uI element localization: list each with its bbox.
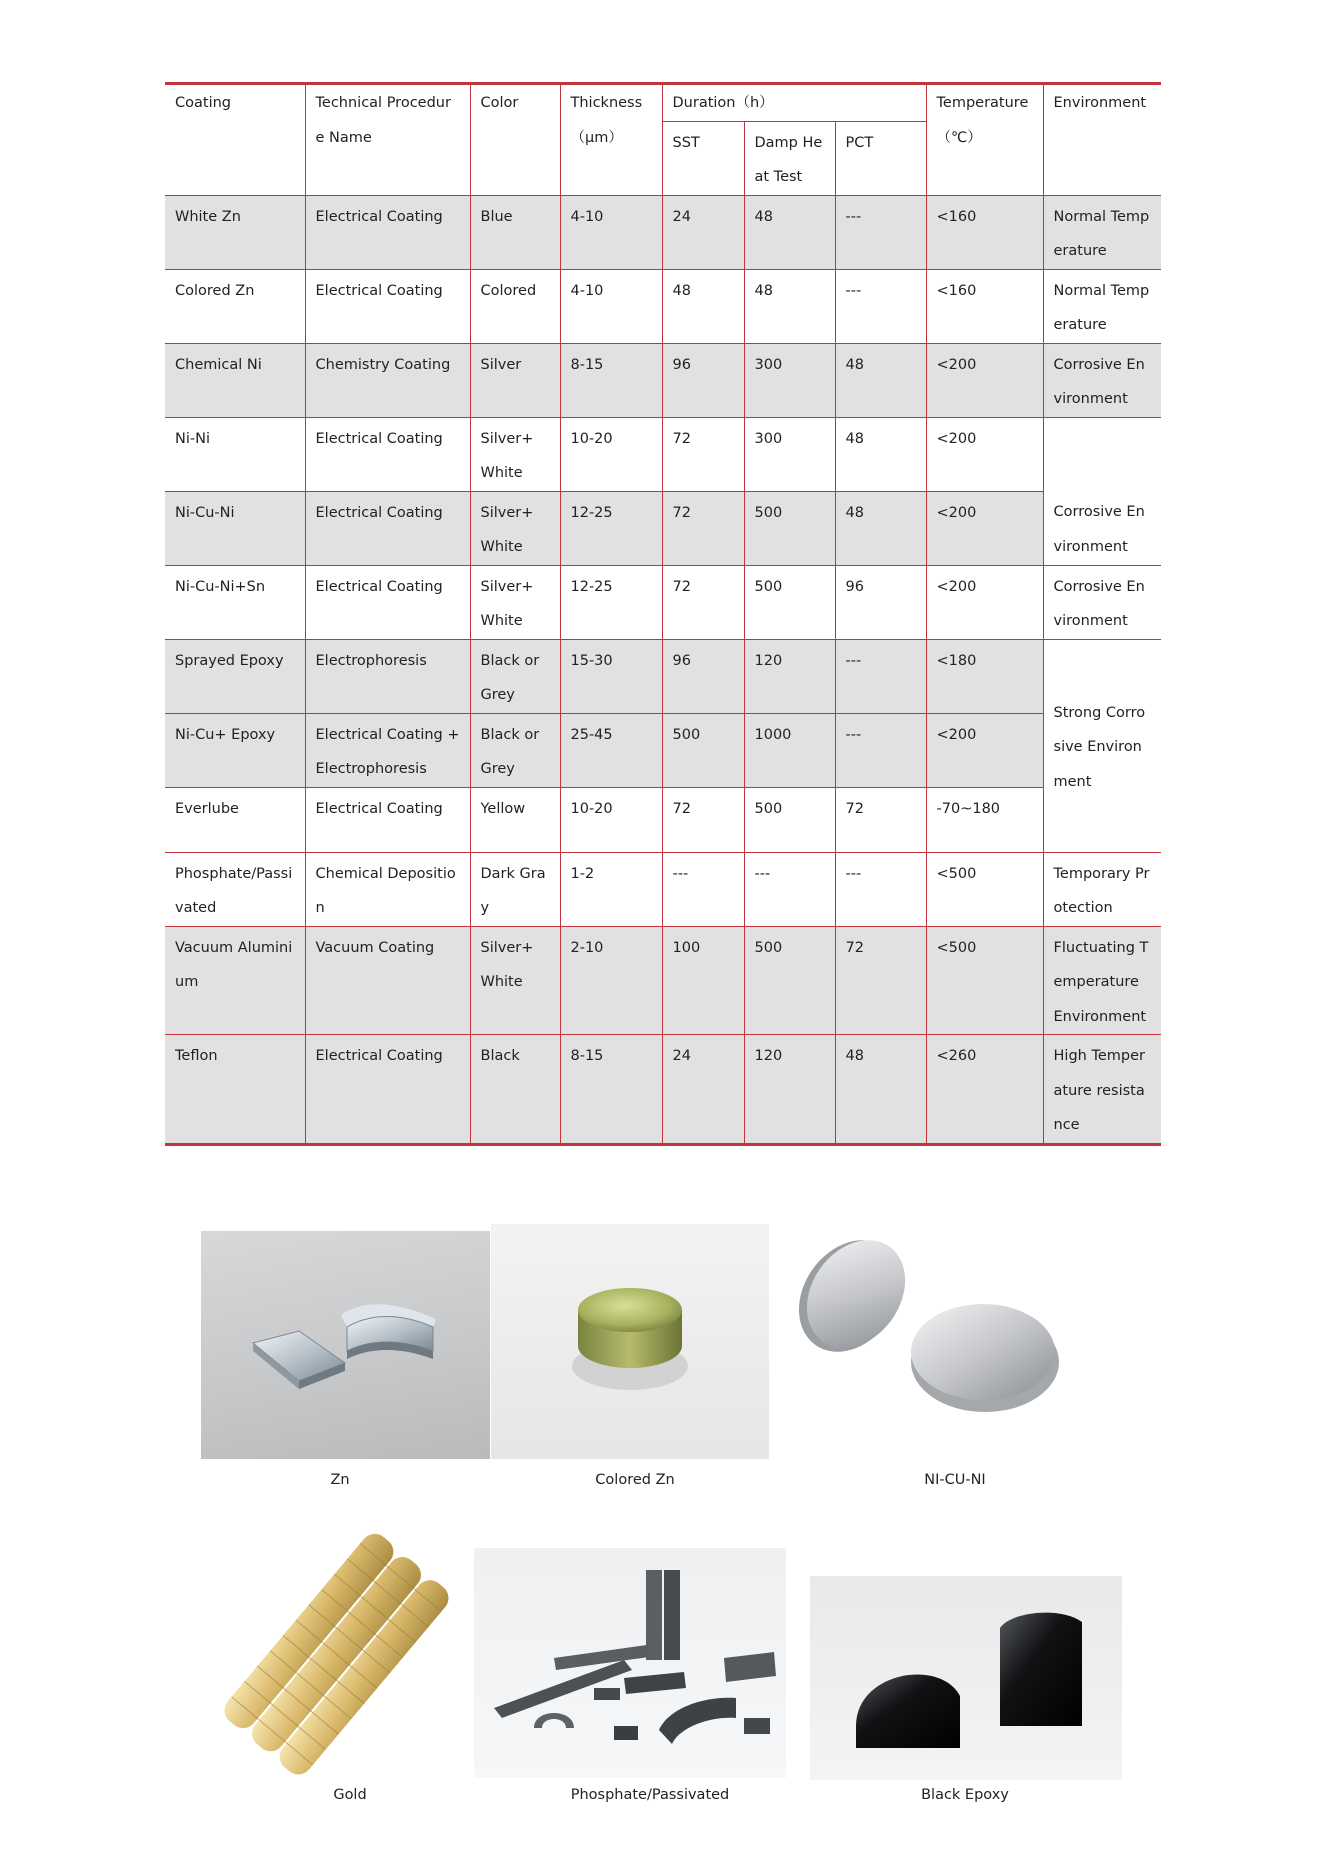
cell-coating: Vacuum Aluminium: [165, 926, 305, 1035]
caption-ni-cu-ni: NI-CU-NI: [924, 1472, 986, 1488]
header-environment: Environment: [1043, 82, 1161, 195]
cell-thickness: 8-15: [560, 343, 662, 417]
cell-color: Black or Grey: [470, 713, 560, 787]
table-row: [165, 1035, 1161, 1143]
table-row: [165, 565, 1161, 639]
table-row: [165, 639, 1161, 713]
cell-coating: Sprayed Epoxy: [165, 639, 305, 713]
header-thickness: Thickness （μm）: [560, 82, 662, 195]
cell-pct: 72: [835, 926, 926, 1035]
cell-damp: 120: [744, 1035, 835, 1143]
cell-procedure: Electrical Coating: [305, 565, 470, 639]
cell-procedure: Electrical Coating: [305, 787, 470, 852]
cell-pct: ---: [835, 639, 926, 713]
cell-temperature: <160: [926, 195, 1043, 269]
header-temperature: Temperature （℃）: [926, 82, 1043, 195]
cell-pct: ---: [835, 269, 926, 343]
cell-damp: 500: [744, 491, 835, 565]
cell-procedure: Chemical Deposition: [305, 852, 470, 926]
cell-color: Silver+ White: [470, 565, 560, 639]
header-coating: Coating: [165, 82, 305, 195]
cell-color: Silver+ White: [470, 926, 560, 1035]
cell-coating: Ni-Cu-Ni: [165, 491, 305, 565]
cell-thickness: 4-10: [560, 269, 662, 343]
cell-pct: 96: [835, 565, 926, 639]
cell-sst: 72: [662, 417, 744, 491]
cell-sst: 72: [662, 565, 744, 639]
cell-damp: 500: [744, 926, 835, 1035]
cell-color: Silver: [470, 343, 560, 417]
cell-temperature: <260: [926, 1035, 1043, 1143]
cell-pct: 72: [835, 787, 926, 852]
cell-environment: [1043, 417, 1161, 491]
cell-temperature: <180: [926, 639, 1043, 713]
cell-pct: ---: [835, 713, 926, 787]
cell-thickness: 10-20: [560, 417, 662, 491]
cell-sst: 96: [662, 639, 744, 713]
cell-procedure: Vacuum Coating: [305, 926, 470, 1035]
cell-coating: Phosphate/Passivated: [165, 852, 305, 926]
gold-magnet-photo: [205, 1530, 470, 1775]
cell-temperature: <200: [926, 491, 1043, 565]
cell-coating: Everlube: [165, 787, 305, 852]
table-row: [165, 787, 1161, 852]
cell-sst: 48: [662, 269, 744, 343]
cell-coating: Teflon: [165, 1035, 305, 1143]
cell-environment: Normal Temperature: [1043, 195, 1161, 269]
cell-color: Black or Grey: [470, 639, 560, 713]
cell-temperature: <200: [926, 343, 1043, 417]
cell-thickness: 2-10: [560, 926, 662, 1035]
cell-environment: Corrosive Environment: [1043, 343, 1161, 417]
caption-colored-zn: Colored Zn: [595, 1472, 675, 1488]
cell-sst: 100: [662, 926, 744, 1035]
header-color: Color: [470, 82, 560, 195]
cell-procedure: Electrical Coating: [305, 491, 470, 565]
cell-temperature: <500: [926, 852, 1043, 926]
header-pct: PCT: [835, 121, 926, 195]
cell-damp: 48: [744, 269, 835, 343]
cell-sst: 72: [662, 491, 744, 565]
cell-thickness: 1-2: [560, 852, 662, 926]
cell-pct: 48: [835, 491, 926, 565]
cell-procedure: Electrical Coating: [305, 1035, 470, 1143]
cell-color: Silver+ White: [470, 491, 560, 565]
table-row: [165, 852, 1161, 926]
cell-pct: 48: [835, 1035, 926, 1143]
caption-black-epoxy: Black Epoxy: [921, 1787, 1009, 1803]
phosphate-magnet-photo: [474, 1548, 786, 1778]
cell-sst: 96: [662, 343, 744, 417]
cell-procedure: Electrical Coating +Electrophoresis: [305, 713, 470, 787]
cell-environment: Normal Temperature: [1043, 269, 1161, 343]
cell-environment: Temporary Protection: [1043, 852, 1161, 926]
cell-color: Colored: [470, 269, 560, 343]
cell-coating: Ni-Cu+ Epoxy: [165, 713, 305, 787]
cell-temperature: <160: [926, 269, 1043, 343]
table-row: [165, 195, 1161, 269]
cell-temperature: <500: [926, 926, 1043, 1035]
cell-pct: 48: [835, 343, 926, 417]
cell-coating: Ni-Cu-Ni+Sn: [165, 565, 305, 639]
header-procedure: Technical Procedure Name: [305, 82, 470, 195]
cell-environment: Fluctuating Temperature Environment: [1043, 926, 1161, 1035]
cell-coating: Colored Zn: [165, 269, 305, 343]
table-row: [165, 713, 1161, 787]
cell-damp: 1000: [744, 713, 835, 787]
cell-sst: 500: [662, 713, 744, 787]
cell-coating: Ni-Ni: [165, 417, 305, 491]
cell-thickness: 12-25: [560, 565, 662, 639]
caption-zn: Zn: [330, 1472, 350, 1488]
cell-coating: White Zn: [165, 195, 305, 269]
cell-environment: Corrosive Environment: [1043, 565, 1161, 639]
cell-damp: 500: [744, 787, 835, 852]
cell-procedure: Chemistry Coating: [305, 343, 470, 417]
cell-environment: Corrosive Environment: [1043, 491, 1161, 565]
table-row: [165, 343, 1161, 417]
cell-sst: 24: [662, 195, 744, 269]
cell-color: Dark Gray: [470, 852, 560, 926]
cell-thickness: 4-10: [560, 195, 662, 269]
header-duration: Duration（h）: [662, 82, 926, 121]
cell-color: Blue: [470, 195, 560, 269]
cell-thickness: 8-15: [560, 1035, 662, 1143]
header-damp: Damp Heat Test: [744, 121, 835, 195]
caption-phosphate-passivated: Phosphate/Passivated: [570, 1787, 730, 1803]
cell-procedure: Electrical Coating: [305, 417, 470, 491]
cell-temperature: <200: [926, 713, 1043, 787]
cell-damp: 500: [744, 565, 835, 639]
cell-pct: ---: [835, 852, 926, 926]
cell-environment: High Temperature resistance: [1043, 1035, 1161, 1143]
header-sst: SST: [662, 121, 744, 195]
cell-environment: Strong Corrosive Environment: [1043, 639, 1161, 852]
cell-sst: ---: [662, 852, 744, 926]
table-row: [165, 491, 1161, 565]
table-row: [165, 269, 1161, 343]
cell-color: Silver+ White: [470, 417, 560, 491]
cell-pct: 48: [835, 417, 926, 491]
cell-coating: Chemical Ni: [165, 343, 305, 417]
cell-temperature: -70~180: [926, 787, 1043, 852]
cell-pct: ---: [835, 195, 926, 269]
ni-cu-ni-magnet-photo: [770, 1224, 1070, 1459]
cell-damp: 300: [744, 417, 835, 491]
zn-magnet-photo: [201, 1231, 490, 1459]
cell-thickness: 12-25: [560, 491, 662, 565]
colored-zn-magnet-photo: [491, 1224, 769, 1459]
cell-procedure: Electrophoresis: [305, 639, 470, 713]
cell-color: Yellow: [470, 787, 560, 852]
header-row-1: [165, 82, 1161, 121]
cell-damp: ---: [744, 852, 835, 926]
coating-spec-table: [165, 82, 1161, 1146]
table-bottom-rule: [165, 1143, 1161, 1146]
cell-color: Black: [470, 1035, 560, 1143]
cell-procedure: Electrical Coating: [305, 195, 470, 269]
cell-thickness: 10-20: [560, 787, 662, 852]
cell-thickness: 25-45: [560, 713, 662, 787]
cell-damp: 300: [744, 343, 835, 417]
cell-damp: 48: [744, 195, 835, 269]
cell-sst: 24: [662, 1035, 744, 1143]
caption-gold: Gold: [333, 1787, 367, 1803]
black-epoxy-magnet-photo: [810, 1576, 1122, 1780]
table-row: [165, 417, 1161, 491]
table-row: [165, 926, 1161, 1035]
cell-temperature: <200: [926, 565, 1043, 639]
cell-sst: 72: [662, 787, 744, 852]
cell-damp: 120: [744, 639, 835, 713]
cell-thickness: 15-30: [560, 639, 662, 713]
cell-temperature: <200: [926, 417, 1043, 491]
cell-procedure: Electrical Coating: [305, 269, 470, 343]
